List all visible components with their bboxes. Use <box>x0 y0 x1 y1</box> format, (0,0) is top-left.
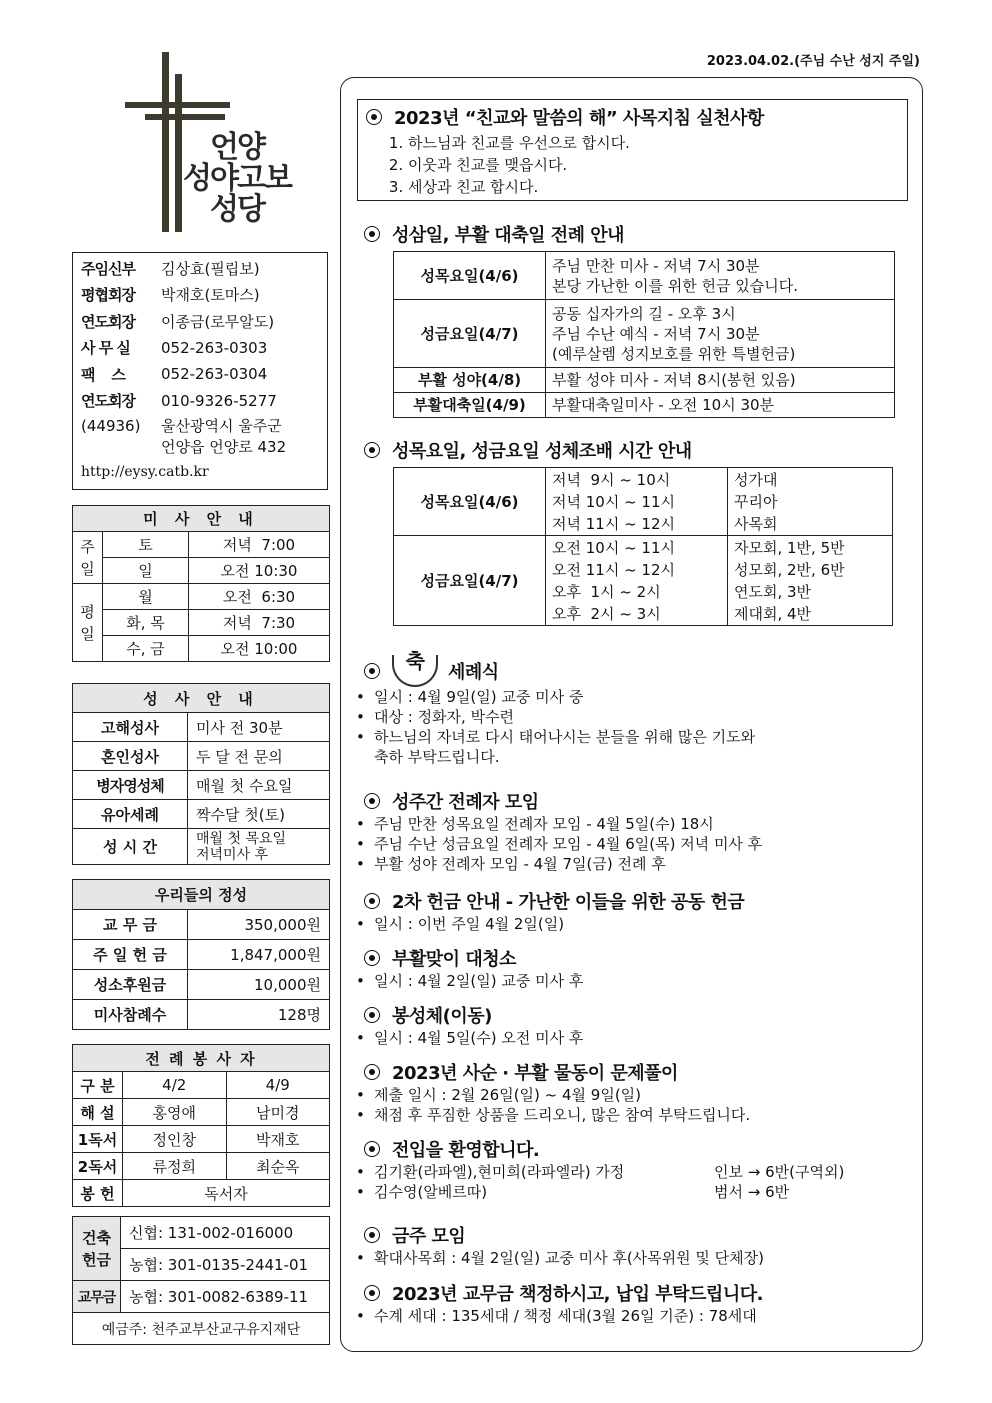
detail-line: 주님 만찬 미사 - 저녁 7시 30분 <box>552 256 760 275</box>
section-title: 성주간 전례자 모임 <box>392 792 539 813</box>
servers-head-label: 구 분 <box>73 1072 123 1099</box>
cleaning-list <box>350 971 912 991</box>
section-heading <box>362 1280 912 1306</box>
info-row <box>81 282 319 309</box>
mass-title: 미 사 안 내 <box>73 506 330 532</box>
section-title: 2023년 “친교와 말씀의 해” 사목지침 실천사항 <box>394 108 764 129</box>
list-item: • 채점 후 푸짐한 상품을 드리오니, 많은 참여 부탁드립니다. <box>350 1105 912 1125</box>
liturgy-meeting-section <box>362 788 912 874</box>
contribution-label: 성소후원금 <box>73 970 188 1000</box>
sacrament-name: 병자영성체 <box>73 771 188 800</box>
time-slot: 저녁 11시 ~ 12시 <box>552 514 676 533</box>
info-value: 052-263-0303 <box>161 338 268 357</box>
welcome-list <box>350 1162 912 1202</box>
section-heading <box>362 945 912 971</box>
list-item: 2. 이웃과 친교를 맺읍시다. <box>408 154 901 176</box>
list-item: • 부활 성야 전례자 모임 - 4월 7일(금) 전례 후 <box>350 854 912 874</box>
liturgy-detail: 부활대축일미사 - 오전 10시 30분 <box>546 393 895 418</box>
info-value: 052-263-0304 <box>161 365 268 384</box>
contribution-label: 주 일 헌 금 <box>73 940 188 970</box>
server-role: 봉 헌 <box>73 1180 123 1207</box>
section-heading <box>362 1059 912 1085</box>
section-heading <box>362 649 912 687</box>
circle-bullet-icon <box>364 663 380 679</box>
account-number: 농협: 301-0082-6389-11 <box>121 1281 330 1313</box>
cross-icon-beam-second <box>145 114 225 120</box>
communion-visit-section <box>362 1002 912 1048</box>
mass-day: 수, 금 <box>103 636 189 662</box>
detail-line: (예루살렘 성지보호를 위한 특별헌금) <box>552 344 796 363</box>
time-slot: 저녁 10시 ~ 11시 <box>552 492 676 511</box>
circle-bullet-icon <box>364 893 380 909</box>
address-line1: 울산광역시 울주군 <box>161 417 282 435</box>
mass-time: 오전 6:30 <box>189 584 330 610</box>
adoration-section <box>362 437 912 626</box>
sacrament-info: 미사 전 30분 <box>188 713 330 742</box>
triduum-section <box>362 221 912 418</box>
communion-list <box>350 1028 912 1048</box>
time-slot: 오전 11시 ~ 12시 <box>552 560 676 579</box>
group-name: 꾸리아 <box>734 492 778 511</box>
collection-list <box>350 914 912 934</box>
second-collection-section <box>362 888 912 934</box>
section-title: 성삼일, 부활 대축일 전례 안내 <box>392 225 625 246</box>
server-name: 남미경 <box>226 1099 330 1126</box>
list-item: • 일시 : 4월 2일(일) 교중 미사 후 <box>350 971 912 991</box>
triduum-table <box>393 251 895 418</box>
list-item-continuation <box>350 747 912 767</box>
mass-day: 월 <box>103 584 189 610</box>
server-name: 박재호 <box>226 1126 330 1153</box>
server-name: 최순옥 <box>226 1153 330 1180</box>
section-heading <box>362 788 912 814</box>
group-name: 자모회, 1반, 5반 <box>734 538 845 557</box>
group-name: 제대회, 4반 <box>734 604 812 623</box>
server-role: 해 설 <box>73 1099 123 1126</box>
mass-time: 저녁 7:00 <box>189 532 330 558</box>
section-heading <box>362 888 912 914</box>
contribution-table <box>72 879 330 1030</box>
group-name: 성모회, 2반, 6반 <box>734 560 845 579</box>
sacrament-info-line2: 저녁미사 후 <box>196 846 269 863</box>
building-fund-label <box>73 1217 121 1281</box>
cross-icon-second-bar <box>175 74 182 232</box>
info-row <box>81 388 319 415</box>
circle-bullet-icon <box>364 1007 380 1023</box>
info-key: 주임신부 <box>81 259 135 278</box>
mass-day: 화, 목 <box>103 610 189 636</box>
sacrament-name: 유아세례 <box>73 800 188 829</box>
section-heading <box>362 437 912 463</box>
church-name-line3: 성당 <box>210 192 264 227</box>
adoration-times <box>546 468 728 536</box>
circle-bullet-icon <box>364 226 380 242</box>
cleaning-section <box>362 945 912 991</box>
church-name-line2: 성야고보 <box>183 161 291 196</box>
mass-time: 오전 10:30 <box>189 558 330 584</box>
circle-bullet-icon <box>364 1285 380 1301</box>
list-item: • 주님 만찬 성목요일 전례자 모임 - 4월 5일(수) 18시 <box>350 814 912 834</box>
contribution-box <box>72 879 330 1030</box>
list-item <box>350 1182 912 1202</box>
contribution-title: 우리들의 정성 <box>73 880 330 910</box>
info-key: 평협회장 <box>81 286 135 305</box>
section-heading <box>362 1222 912 1248</box>
time-slot: 오후 1시 ~ 2시 <box>552 582 661 601</box>
laurel-wreath-icon <box>392 649 438 687</box>
adoration-groups <box>728 536 893 626</box>
dues-label: 교무금 <box>73 1281 121 1313</box>
info-key: 사 무 실 <box>81 339 130 358</box>
info-value: 010-9326-5277 <box>161 391 277 410</box>
liturgy-day: 성목요일(4/6) <box>394 252 546 300</box>
group-name: 연도회, 3반 <box>734 582 812 601</box>
list-item: • 확대사목회 : 4월 2일(일) 교중 미사 후(사목위원 및 단체장) <box>350 1248 912 1268</box>
list-item: • 일시 : 이번 주일 4월 2일(일) <box>350 914 912 934</box>
list-item: • 대상 : 정화자, 박수련 <box>350 707 912 727</box>
section-title: 전입을 환영합니다. <box>392 1140 540 1161</box>
mass-table <box>72 505 330 662</box>
liturgy-day: 부활 성야(4/8) <box>394 368 546 393</box>
circle-bullet-icon <box>364 793 380 809</box>
section-heading <box>362 221 912 247</box>
baptism-list <box>350 687 912 767</box>
weekly-meeting-list <box>350 1248 912 1268</box>
quiz-section <box>362 1059 912 1125</box>
info-row <box>81 308 319 335</box>
contribution-amount: 10,000원 <box>188 970 330 1000</box>
adoration-times <box>546 536 728 626</box>
sacrament-info: 매월 첫 수요일 <box>188 771 330 800</box>
section-title: 2023년 사순 · 부활 물동이 문제풀이 <box>392 1063 678 1084</box>
section-heading <box>362 1002 912 1028</box>
liturgy-servers-box <box>72 1044 330 1207</box>
info-value: 이종금(로무알도) <box>161 312 275 331</box>
account-holder: 예금주: 천주교부산교구유지재단 <box>73 1313 330 1345</box>
contribution-label: 교 무 금 <box>73 910 188 940</box>
servers-date: 4/9 <box>226 1072 330 1099</box>
liturgy-day: 부활대축일(4/9) <box>394 393 546 418</box>
contribution-label: 미사참례수 <box>73 1000 188 1030</box>
bank-account-table <box>72 1216 330 1345</box>
sacrament-info-line1: 매월 첫 목요일 <box>196 830 287 847</box>
baptism-section <box>362 649 912 767</box>
time-slot: 오후 2시 ~ 3시 <box>552 604 661 623</box>
church-name <box>182 132 292 225</box>
bulletin-date: 2023.04.02.(주님 수난 성지 주일) <box>706 54 920 69</box>
list-item: 1. 하느님과 친교를 우선으로 합시다. <box>408 132 901 154</box>
list-item <box>350 1162 912 1182</box>
building-fund-label-text: 건축 헌금 <box>82 1228 111 1269</box>
address-line2: 언양읍 언양로 432 <box>161 438 287 456</box>
servers-date: 4/2 <box>123 1072 227 1099</box>
circle-bullet-icon <box>364 950 380 966</box>
sacrament-name: 고해성사 <box>73 713 188 742</box>
zip-code: (44936) <box>81 417 141 435</box>
list-item: • 일시 : 4월 5일(수) 오전 미사 후 <box>350 1028 912 1048</box>
time-slot: 저녁 9시 ~ 10시 <box>552 470 671 489</box>
sacrament-name: 성 시 간 <box>73 829 188 865</box>
dues-list <box>350 1306 912 1326</box>
info-value: 박재호(토마스) <box>161 286 260 305</box>
welcome-section <box>362 1136 912 1202</box>
info-key: 연도회장 <box>81 312 135 331</box>
bank-account-box <box>72 1216 330 1345</box>
laurel-ring <box>392 649 438 687</box>
liturgy-detail <box>546 300 895 368</box>
contact-info-box <box>72 252 328 490</box>
cross-icon-beam <box>125 102 230 108</box>
group-name: 성가대 <box>734 470 778 489</box>
quiz-list <box>350 1085 912 1125</box>
adoration-day: 성목요일(4/6) <box>394 468 546 536</box>
server-role: 1독서 <box>73 1126 123 1153</box>
website-link[interactable]: http://eysy.catb.kr <box>81 464 209 480</box>
transfer-destination: 범서 → 6반 <box>714 1183 790 1201</box>
church-name-line1: 언양 <box>210 130 264 165</box>
contribution-amount: 350,000원 <box>188 910 330 940</box>
sacrament-info <box>188 829 330 865</box>
adoration-day: 성금요일(4/7) <box>394 536 546 626</box>
church-logo <box>120 52 290 242</box>
guidelines-list <box>364 132 901 198</box>
section-title: 금주 모임 <box>392 1226 466 1247</box>
list-item: • 주님 수난 성금요일 전례자 모임 - 4월 6일(목) 저녁 미사 후 <box>350 834 912 854</box>
server-name: 류정희 <box>123 1153 227 1180</box>
liturgy-servers-table <box>72 1044 330 1207</box>
adoration-table <box>393 467 893 626</box>
circle-bullet-icon <box>364 442 380 458</box>
family-name: • 김수영(알베르따) <box>374 1183 488 1201</box>
list-item: • 제출 일시 : 2월 26일(일) ~ 4월 9일(일) <box>350 1085 912 1105</box>
mass-schedule-box <box>72 505 330 662</box>
weekday-label-text: 평 일 <box>80 602 95 643</box>
circle-bullet-icon <box>364 1227 380 1243</box>
sacrament-info: 두 달 전 문의 <box>188 742 330 771</box>
sunday-label <box>73 532 103 584</box>
section-title: 봉성체(이동) <box>392 1006 492 1027</box>
pastoral-guidelines-box <box>357 99 908 201</box>
server-name: 정인창 <box>123 1126 227 1153</box>
address-lines <box>161 416 286 458</box>
list-item: • 일시 : 4월 9일(일) 교중 미사 중 <box>350 687 912 707</box>
mass-time: 저녁 7:30 <box>189 610 330 636</box>
info-key: 연도회장 <box>81 392 135 411</box>
detail-line: 본당 가난한 이를 위한 헌금 있습니다. <box>552 276 798 295</box>
dues-section <box>362 1280 912 1326</box>
mass-day: 토 <box>103 532 189 558</box>
detail-line: 공동 십자가의 길 - 오후 3시 <box>552 304 736 323</box>
list-item: 3. 세상과 친교 합시다. <box>408 176 901 198</box>
adoration-groups <box>728 468 893 536</box>
servers-title: 전 례 봉 사 자 <box>73 1045 330 1072</box>
info-row <box>81 335 319 362</box>
time-slot: 오전 10시 ~ 11시 <box>552 538 676 557</box>
list-item: • 하느님의 자녀로 다시 태어나시는 분들을 위해 많은 기도와 <box>350 727 912 747</box>
list-item-text: 축하 부탁드립니다. <box>374 748 500 766</box>
section-title: 성목요일, 성금요일 성체조배 시간 안내 <box>392 441 692 462</box>
sunday-label-text: 주 일 <box>80 537 95 578</box>
transfer-destination: 인보 → 6반(구역외) <box>714 1163 845 1181</box>
sacrament-title: 성 사 안 내 <box>73 684 330 713</box>
cross-icon <box>162 52 169 232</box>
server-name: 독서자 <box>123 1180 330 1207</box>
section-title: 세례식 <box>448 662 499 683</box>
contribution-amount: 128명 <box>188 1000 330 1030</box>
liturgy-detail: 부활 성야 미사 - 저녁 8시(봉헌 있음) <box>546 368 895 393</box>
section-title: 부활맞이 대청소 <box>392 949 516 970</box>
sacrament-box <box>72 683 330 865</box>
info-row <box>81 361 319 388</box>
family-name: • 김기환(라파엘),현미희(라파엘라) 가정 <box>374 1163 625 1181</box>
meeting-list <box>350 814 912 874</box>
section-title: 2차 헌금 안내 - 가난한 이들을 위한 공동 헌금 <box>392 892 745 913</box>
address <box>81 416 319 458</box>
section-heading <box>364 104 901 130</box>
weekday-label <box>73 584 103 662</box>
section-title: 2023년 교무금 책정하시고, 납입 부탁드립니다. <box>392 1284 763 1305</box>
group-name: 사목회 <box>734 514 778 533</box>
section-heading <box>362 1136 912 1162</box>
sacrament-info: 짝수달 첫(토) <box>188 800 330 829</box>
server-role: 2독서 <box>73 1153 123 1180</box>
detail-line: 주님 수난 예식 - 저녁 7시 30분 <box>552 324 760 343</box>
sacrament-table <box>72 683 330 865</box>
celebration-badge: 축 <box>404 645 427 674</box>
mass-day: 일 <box>103 558 189 584</box>
circle-bullet-icon <box>364 1141 380 1157</box>
sacrament-name: 혼인성사 <box>73 742 188 771</box>
list-item: • 수계 세대 : 135세대 / 책정 세대(3월 26일 기준) : 78세대 <box>350 1306 912 1326</box>
contribution-amount: 1,847,000원 <box>188 940 330 970</box>
info-key: 팩 스 <box>81 365 125 384</box>
info-value: 김상효(필립보) <box>161 259 260 278</box>
server-name: 홍영애 <box>123 1099 227 1126</box>
weekly-meeting-section <box>362 1222 912 1268</box>
liturgy-detail <box>546 252 895 300</box>
circle-bullet-icon <box>364 1064 380 1080</box>
mass-time: 오전 10:00 <box>189 636 330 662</box>
account-number: 농협: 301-0135-2441-01 <box>121 1249 330 1281</box>
account-number: 신협: 131-002-016000 <box>121 1217 330 1249</box>
circle-bullet-icon <box>366 109 382 125</box>
liturgy-day: 성금요일(4/7) <box>394 300 546 368</box>
info-row <box>81 255 319 282</box>
